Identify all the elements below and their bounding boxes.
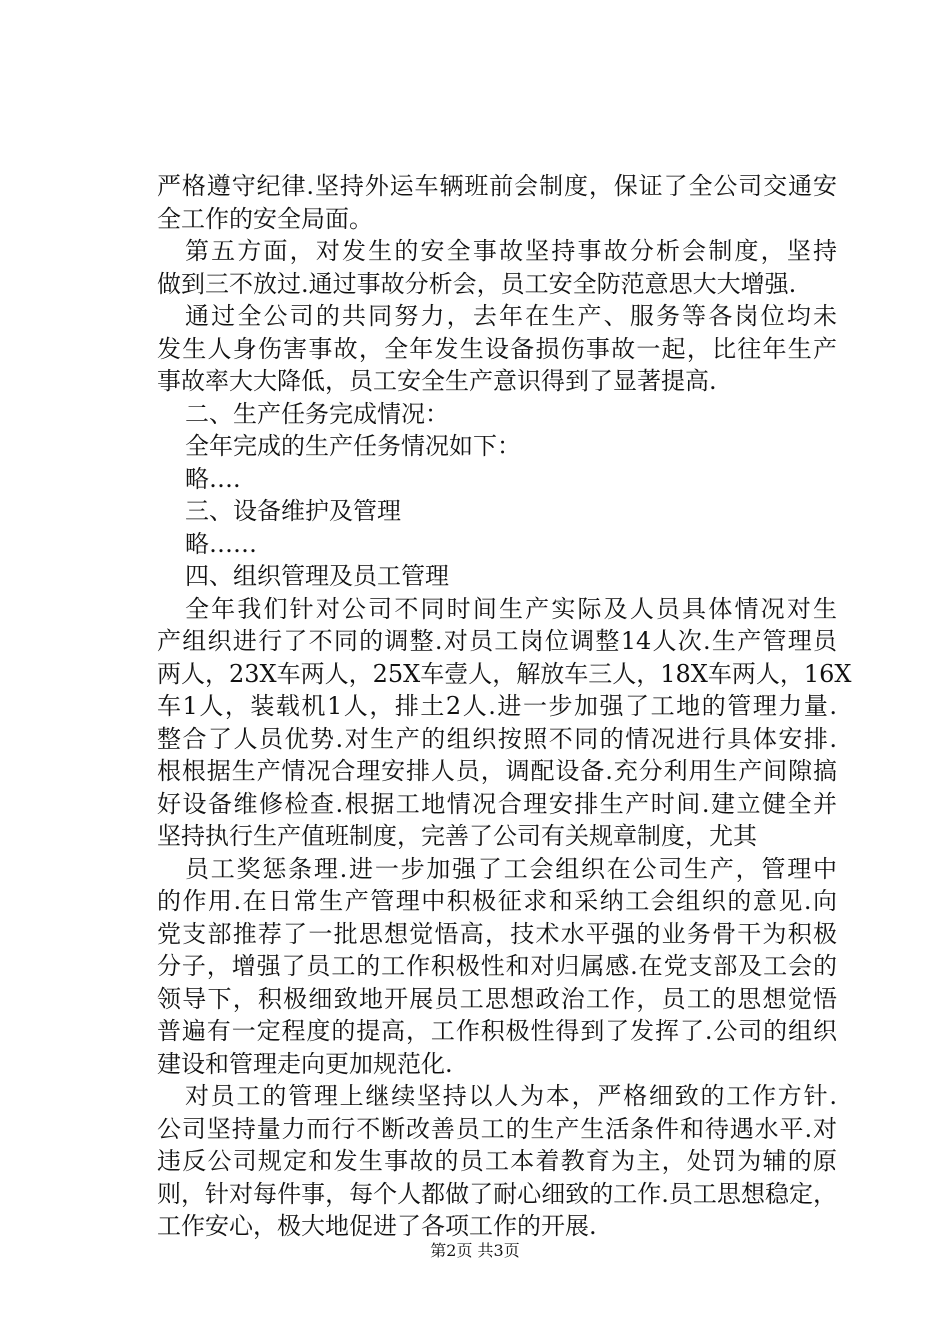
- text-line: 好设备维修检查.根据工地情况合理安排生产时间.建立健全并: [157, 789, 837, 818]
- text-line: 发生人身伤害事故，全年发生设备损伤事故一起，比往年生产: [157, 334, 837, 363]
- text-line: 事故率大大降低，员工安全生产意识得到了显著提高.: [157, 367, 717, 395]
- text-line: 全年完成的生产任务情况如下：: [185, 432, 521, 460]
- document-body: [157, 170, 852, 1243]
- text-line: 严格遵守纪律.坚持外运车辆班前会制度，保证了全公司交通安: [157, 172, 837, 200]
- text-line: 公司坚持量力而行不断改善员工的生产生活条件和待遇水平.对: [157, 1114, 837, 1143]
- text-line: 违反公司规定和发生事故的员工本着教育为主，处罚为辅的原: [157, 1147, 837, 1175]
- text-line: 工作安心，极大地促进了各项工作的开展.: [157, 1212, 597, 1240]
- text-line: 的作用.在日常生产管理中积极征求和采纳工会组织的意见.向: [157, 887, 837, 915]
- text-line: 普遍有一定程度的提高，工作积极性得到了发挥了.公司的组织: [157, 1017, 837, 1045]
- text-line: 通过全公司的共同努力，去年在生产、服务等各岗位均未: [185, 302, 837, 330]
- text-line: 分子，增强了员工的工作积极性和对归属感.在党支部及工会的: [157, 952, 837, 980]
- text-line: 略….: [185, 464, 241, 493]
- text-line: 第五方面，对发生的安全事故坚持事故分析会制度，坚持: [185, 237, 837, 265]
- text-line: 员工奖惩条理.进一步加强了工会组织在公司生产，管理中: [185, 854, 837, 883]
- text-line: 整合了人员优势.对生产的组织按照不同的情况进行具体安排.: [157, 724, 837, 753]
- page-number-label: 第2页 共3页: [430, 1241, 520, 1260]
- page-footer: [0, 1241, 950, 1261]
- text-line: 根根据生产情况合理安排人员，调配设备.充分利用生产间隙搞: [157, 757, 837, 785]
- text-line: 产组织进行了不同的调整.对员工岗位调整14人次.生产管理员: [157, 627, 837, 655]
- text-line: 四、组织管理及员工管理: [185, 562, 449, 590]
- text-line: 两人，23X车两人，25X车壹人，解放车三人，18X车两人，16X: [157, 659, 852, 688]
- text-line: 三、设备维护及管理: [185, 497, 401, 525]
- text-line: 全工作的安全局面。: [157, 204, 373, 233]
- text-line: 建设和管理走向更加规范化.: [157, 1049, 453, 1078]
- text-line: 党支部推荐了一批思想觉悟高，技术水平强的业务骨干为积极: [157, 919, 837, 948]
- text-line: 略……: [185, 529, 257, 558]
- text-line: 则，针对每件事，每个人都做了耐心细致的工作.员工思想稳定，: [157, 1179, 837, 1208]
- text-line: 全年我们针对公司不同时间生产实际及人员具体情况对生: [185, 594, 837, 623]
- text-line: 二、生产任务完成情况：: [185, 399, 449, 428]
- text-line: 领导下，积极细致地开展员工思想政治工作，员工的思想觉悟: [157, 984, 837, 1013]
- text-line: 对员工的管理上继续坚持以人为本，严格细致的工作方针.: [185, 1082, 837, 1110]
- text-line: 做到三不放过.通过事故分析会，员工安全防范意思大大增强.: [157, 269, 797, 298]
- text-line: 坚持执行生产值班制度，完善了公司有关规章制度，尤其: [157, 822, 757, 850]
- text-line: 车1人，装载机1人，排土2人.进一步加强了工地的管理力量.: [157, 692, 837, 720]
